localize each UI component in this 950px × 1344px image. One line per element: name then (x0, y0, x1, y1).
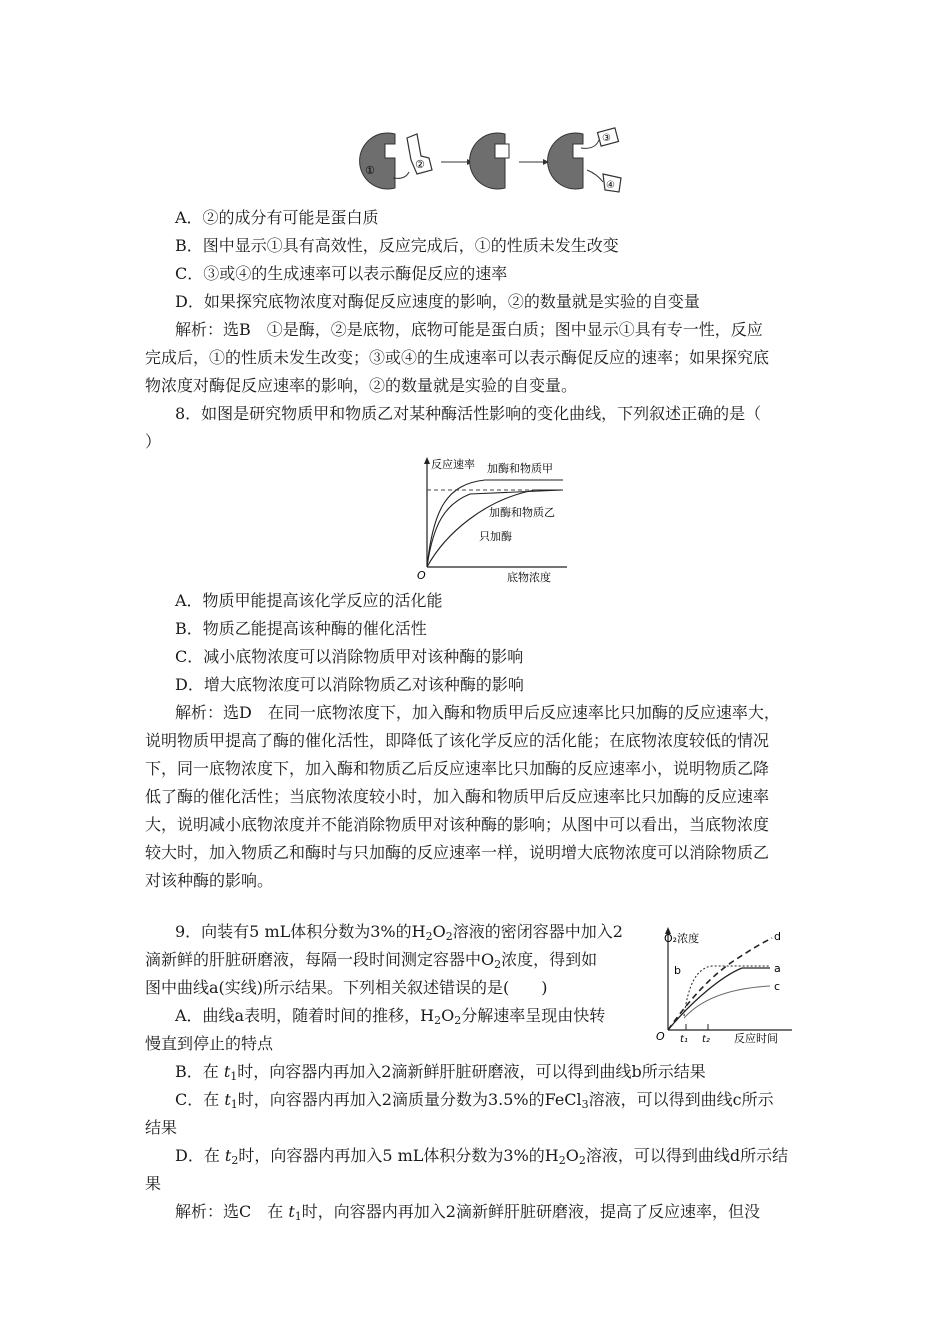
q7-option-d: D．如果探究底物浓度对酶促反应速度的影响，②的数量就是实验的自变量 (175, 292, 700, 311)
q9-x-label: 反应时间 (734, 1032, 778, 1045)
q9-stem-line: 图中曲线a(实线)所示结果。下列相关叙述错误的是( ) (145, 978, 548, 997)
q8-stem: 8．如图是研究物质甲和物质乙对某种酶活性影响的变化曲线，下列叙述正确的是（ (175, 404, 762, 423)
q7-analysis-line: 解析：选B ①是酶，②是底物，底物可能是蛋白质；图中显示①具有专一性，反应 (175, 320, 763, 339)
q9-tick-t2: t₂ (702, 1034, 710, 1045)
q8-curve-label-yi: 加酶和物质乙 (489, 506, 555, 519)
q9-label-d: d (774, 930, 781, 943)
q9-y-label: O₂浓度 (664, 932, 700, 945)
q8-analysis-line: 解析：选D 在同一底物浓度下，加入酶和物质甲后反应速率比只加酶的反应速率大， (175, 703, 780, 722)
product-4-label: ④ (606, 180, 615, 191)
q8-stem-bracket: ） (145, 432, 162, 451)
q8-option-d: D．增大底物浓度可以消除物质乙对该种酶的影响 (175, 675, 524, 694)
enzyme-label: ① (365, 164, 375, 177)
q8-analysis-line: 说明物质甲提高了酶的催化活性，即降低了该化学反应的活化能；在底物浓度较低的情况 (145, 731, 770, 750)
q9-o2-graph (652, 926, 800, 1046)
q9-label-c: c (774, 980, 781, 993)
q8-analysis-line: 大，说明减小底物浓度并不能消除物质甲对该种酶的影响；从图中可以看出，当底物浓度 (145, 815, 770, 834)
q9-curve-c (684, 986, 770, 1018)
q9-curve-a (668, 968, 770, 1030)
q8-option-b: B．物质乙能提高该种酶的催化活性 (175, 619, 427, 638)
q9-stem-line: 9．向装有5 mL体积分数为3%的$H_2O_2$溶液的密闭容器中加入2 (175, 922, 623, 943)
q8-curve-label-only: 只加酶 (479, 530, 512, 543)
q8-origin: O (417, 569, 426, 582)
enzyme-shape (360, 133, 395, 189)
q8-option-a: A．物质甲能提高该化学反应的活化能 (175, 591, 443, 610)
q8-analysis-line: 低了酶的催化活性；当底物浓度较小时，加入酶和物质甲后反应速率比只加酶的反应速率 (145, 787, 770, 806)
q8-rate-graph (385, 454, 570, 586)
q9-label-b: b (674, 964, 681, 977)
q9-option-d-cont: 果 (145, 1174, 162, 1193)
enzyme-substrate-complex (470, 133, 505, 189)
q7-option-a: A．②的成分有可能是蛋白质 (175, 208, 379, 227)
q9-option-b: B．在 $t_1$时，向容器内再加入2滴新鲜肝脏研磨液，可以得到曲线b所示结果 (175, 1062, 706, 1083)
q8-analysis-line: 较大时，加入物质乙和酶时与只加酶的反应速率一样，说明增大底物浓度可以消除物质乙 (145, 843, 770, 862)
q8-curve-only-enzyme (427, 490, 563, 567)
q8-y-label: 反应速率 (431, 458, 475, 471)
q7-option-c: C．③或④的生成速率可以表示酶促反应的速率 (175, 264, 508, 283)
q9-stem-line: 滴新鲜的肝脏研磨液，每隔一段时间测定容器中$O_2$浓度，得到如 (145, 950, 598, 971)
q8-analysis-line: 下，同一底物浓度下，加入酶和物质乙后反应速率比只加酶的反应速率小，说明物质乙降 (145, 759, 770, 778)
q8-option-c: C．减小底物浓度可以消除物质甲对该种酶的影响 (175, 647, 524, 666)
q9-curve-b (684, 966, 770, 1016)
q9-origin: O (656, 1030, 665, 1043)
q9-option-c: C．在 $t_1$时，向容器内再加入2滴质量分数为3.5%的FeCl$_3$溶液，可以得到曲线c所示 (175, 1090, 774, 1111)
substrate-label: ② (415, 158, 425, 171)
q9-analysis: 解析：选C 在 $t_1$时，向容器内再加入2滴新鲜肝脏研磨液，提高了反应速率，但没 (175, 1202, 760, 1223)
q9-tick-t1: t₁ (680, 1034, 688, 1045)
q9-option-d: D．在 $t_2$时，向容器内再加入5 mL体积分数为3%的$H_2O_2$溶液，可以得到曲线d所示结 (175, 1146, 789, 1167)
q8-curve-yi (427, 490, 563, 567)
q8-analysis-line: 对该种酶的影响。 (145, 871, 274, 890)
q7-analysis-line: 物浓度对酶促反应速率的影响，②的数量就是实验的自变量。 (145, 376, 578, 395)
enzyme-diagram (355, 126, 630, 198)
q7-analysis-line: 完成后，①的性质未发生改变；③或④的生成速率可以表示酶促反应的速率；如果探究底 (145, 348, 770, 367)
q8-x-label: 底物浓度 (507, 571, 551, 584)
q9-option-a: A．曲线a表明，随着时间的推移，$H_2O_2$分解速率呈现由快转 (175, 1006, 606, 1027)
q9-option-a-cont: 慢直到停止的特点 (145, 1034, 274, 1053)
enzyme-after (548, 133, 583, 189)
q9-option-c-cont: 结果 (145, 1118, 178, 1137)
q8-curve-label-jia: 加酶和物质甲 (487, 462, 553, 475)
q9-label-a: a (774, 962, 781, 975)
product-3-label: ③ (602, 133, 611, 144)
q7-option-b: B．图中显示①具有高效性，反应完成后，①的性质未发生改变 (175, 236, 619, 255)
q9-curve-d (668, 938, 772, 1030)
